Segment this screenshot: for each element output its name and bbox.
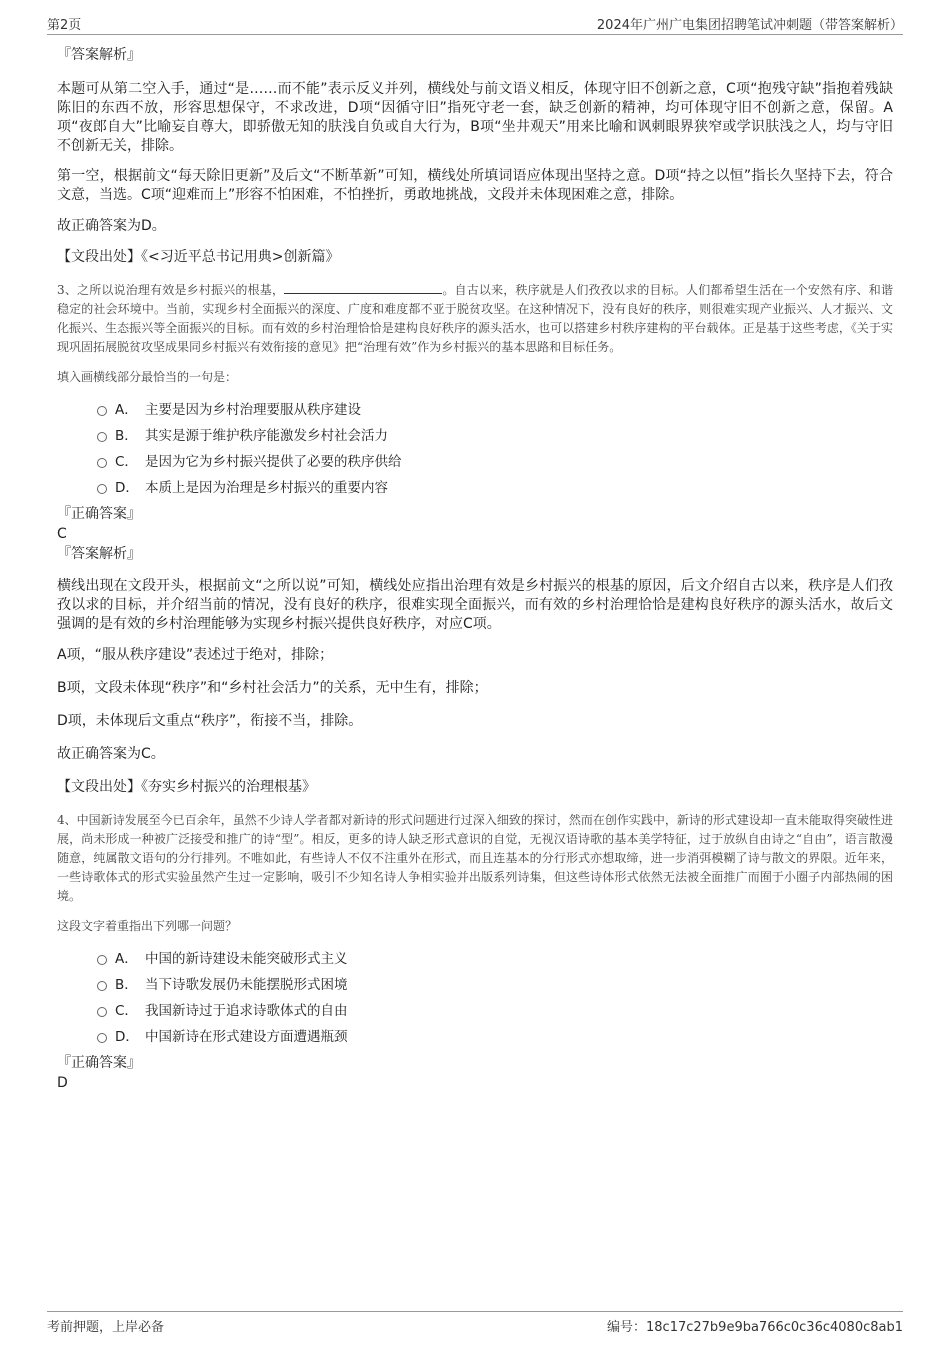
radio-icon[interactable]	[97, 406, 107, 416]
page-header	[47, 14, 903, 35]
q3-correct-answer: C	[57, 526, 67, 542]
q3-option-c[interactable]: C． 是因为它为乡村振兴提供了必要的秩序供给	[97, 449, 893, 475]
page-content	[57, 44, 893, 1092]
q3-analysis-p1: 横线出现在文段开头，根据前文“之所以说”可知，横线处应指出治理有效是乡村振兴的根基的原因，后文介绍自古以来，秩序是人们孜孜以求的目标，并介绍当前的情况，没有良好的秩序，很难实现全面振兴，而有效的乡村治理恰恰是建构良好秩序的源头活水，故后文强调的是有效的乡村治理能够为实现乡村振兴提供良好秩序，对应C项。	[57, 578, 893, 632]
q4-option-c[interactable]: C． 我国新诗过于追求诗歌体式的自由	[97, 998, 893, 1024]
q3-analysis-a: A项，“服从秩序建设”表述过于绝对，排除；	[57, 647, 334, 663]
q3-prompt: 填入画横线部分最恰当的一句是：	[57, 370, 238, 384]
q3-option-b[interactable]: B． 其实是源于维护秩序能激发乡村社会活力	[97, 423, 893, 449]
radio-icon[interactable]	[97, 955, 107, 965]
q4-option-d[interactable]: D． 中国新诗在形式建设方面遭遇瓶颈	[97, 1024, 893, 1050]
q3-analysis-label: 『答案解析』	[57, 546, 141, 562]
q2-source: 【文段出处】《<习近平总书记用典>创新篇》	[57, 249, 340, 265]
q3-option-d[interactable]: D． 本质上是因为治理是乡村振兴的重要内容	[97, 475, 893, 501]
q4-prompt: 这段文字着重指出下列哪一问题？	[57, 919, 238, 933]
radio-icon[interactable]	[97, 1007, 107, 1017]
q3-blank	[284, 281, 442, 294]
radio-icon[interactable]	[97, 432, 107, 442]
q4-options	[97, 946, 893, 1050]
q4-option-a[interactable]: A． 中国的新诗建设未能突破形式主义	[97, 946, 893, 972]
q2-analysis-p2: 第一空，根据前文“每天除旧更新”及后文“不断革新”可知，横线处所填词语应体现出坚持之意。D项“持之以恒”指长久坚持下去，符合文意，当选。C项“迎难而上”形容不怕困难，不怕挫折，勇敢地挑战，文段并未体现困难之意，排除。	[57, 168, 893, 203]
page-number: 第2页	[47, 18, 82, 33]
document-title: 2024年广州广电集团招聘笔试冲刺题（带答案解析）	[596, 18, 903, 33]
page-footer	[47, 1311, 903, 1336]
q4-question-text: 4、中国新诗发展至今已百余年，虽然不少诗人学者都对新诗的形式问题进行过深入细致的探讨，然而在创作实践中，新诗的形式建设却一直未能取得突破性进展，尚未形成一种被广泛接受和推广的诗“型”。相反，更多的诗人缺乏形式意识的自觉，无视汉语诗歌的基本美学特征，过于放纵自由诗之“自由”，语言散漫随意，纯属散文语句的分行排列。不唯如此，有些诗人不仅不注重外在形式，而且连基本的分行形式亦想取缔，进一步消弭模糊了诗与散文的界限。近年来，一些诗歌体式的形式实验虽然产生过一定影响，吸引不少知名诗人争相实验并出版系列诗集，但这些诗体形式依然无法被全面推广而囿于小圈子内部热闹的困境。	[57, 813, 893, 903]
radio-icon[interactable]	[97, 1033, 107, 1043]
q2-analysis-conclusion: 故正确答案为D。	[57, 218, 166, 234]
radio-icon[interactable]	[97, 981, 107, 991]
radio-icon[interactable]	[97, 458, 107, 468]
footer-slogan: 考前押题，上岸必备	[47, 1320, 165, 1335]
q4-option-b[interactable]: B． 当下诗歌发展仍未能摆脱形式困境	[97, 972, 893, 998]
q2-analysis-p1: 本题可从第二空入手，通过“是……而不能”表示反义并列，横线处与前文语义相反，体现守旧不创新之意，C项“抱残守缺”指抱着残缺陈旧的东西不放，形容思想保守，不求改进，D项“因循守旧”指死守老一套，缺乏创新的精神，均可体现守旧不创新之意，保留。A项“夜郎自大”比喻妄自尊大，即骄傲无知的肤浅自负或自大行为，B项“坐井观天”用来比喻和讽刺眼界狭窄或学识肤浅之人，均与守旧不创新无关，排除。	[57, 81, 893, 154]
q3-analysis-d: D项，未体现后文重点“秩序”，衔接不当，排除。	[57, 713, 363, 729]
q3-source: 【文段出处】《夯实乡村振兴的治理根基》	[57, 779, 316, 795]
q3-correct-label: 『正确答案』	[57, 506, 141, 522]
q3-question-text: 3、之所以说治理有效是乡村振兴的根基， 。自古以来，秩序就是人们孜孜以求的目标。人们都希望生活在一个安然有序、和谐稳定的社会环境中。当前，实现乡村全面振兴的深度、广度和难度都不亚于脱贫攻坚。在这种情况下，没有良好的秩序，则很难实现产业振兴、人才振兴、文化振兴、生态振兴等全面振兴的目标。而有效的乡村治理恰恰是建构良好秩序的源头活水，也可以搭建乡村秩序建构的平台载体。正是基于这些考虑，《关于实现巩固拓展脱贫攻坚成果同乡村振兴有效衔接的意见》把“治理有效”作为乡村振兴的基本思路和目标任务。	[57, 283, 893, 354]
radio-icon[interactable]	[97, 484, 107, 494]
q4-correct-answer: D	[57, 1075, 68, 1091]
q3-option-a[interactable]: A． 主要是因为乡村治理要服从秩序建设	[97, 397, 893, 423]
document-id: 编号：18c17c27b9e9ba766c0c36c4080c8ab1	[607, 1320, 903, 1335]
q4-correct-label: 『正确答案』	[57, 1055, 141, 1071]
q3-analysis-b: B项，文段未体现“秩序”和“乡村社会活力”的关系，无中生有，排除；	[57, 680, 488, 696]
q3-options	[97, 397, 893, 501]
q3-analysis-conclusion: 故正确答案为C。	[57, 746, 165, 762]
q2-analysis-label: 『答案解析』	[57, 47, 141, 63]
